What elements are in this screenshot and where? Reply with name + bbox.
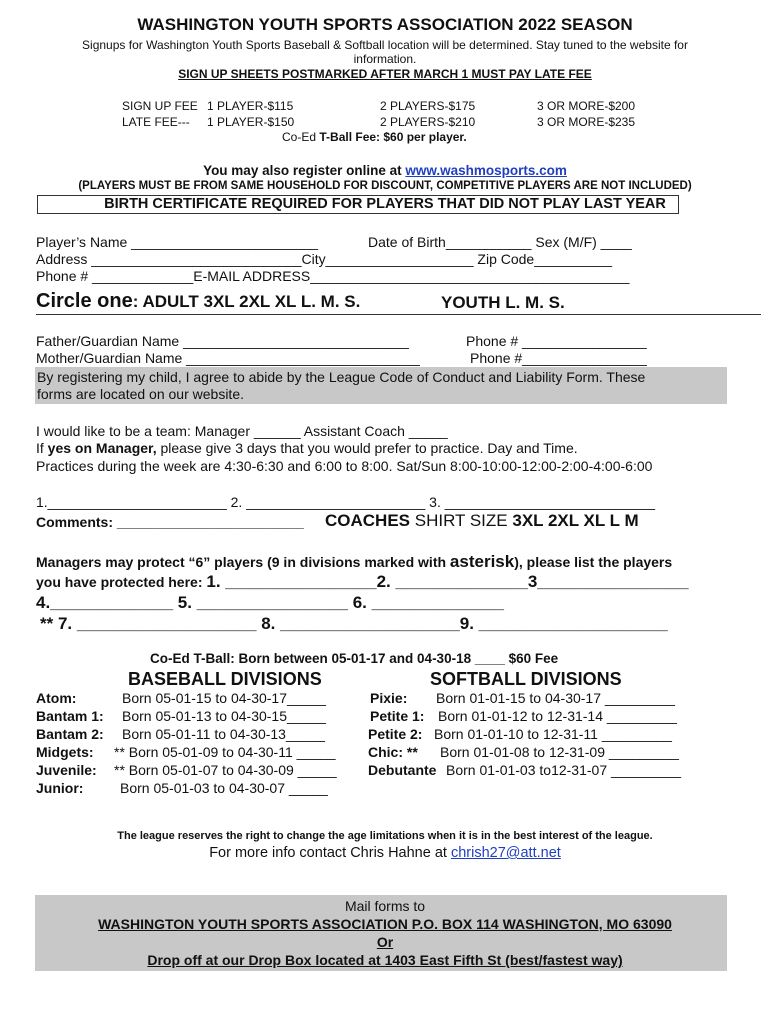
baseball-heading: BASEBALL DIVISIONS xyxy=(128,669,322,689)
baseball-division-midgets[interactable] xyxy=(36,744,336,760)
division-range: Born 01-01-08 to 12-31-09 _________ xyxy=(440,744,679,760)
division-label: Bantam 2: xyxy=(36,726,104,742)
website-link[interactable]: www.washmosports.com xyxy=(405,163,567,178)
softball-division-petite1[interactable] xyxy=(370,708,677,724)
softball-division-pixie[interactable] xyxy=(370,690,675,706)
protect-slots-1-3[interactable]: 1. ________________2. ______________3________________ xyxy=(206,572,689,591)
tball-fee-amount: T-Ball Fee: $60 per player. xyxy=(319,130,467,144)
size-selection xyxy=(36,290,360,313)
if-yes-rest: please give 3 days that you would prefer to practice. Day and Time. xyxy=(156,440,578,456)
late-fee-2: 2 PLAYERS-$210 xyxy=(380,115,476,129)
agreement-line2: forms are located on our website. xyxy=(37,386,244,402)
mother-name-field[interactable]: Mother/Guardian Name ______________________________ xyxy=(36,350,420,366)
division-label: Junior: xyxy=(36,780,84,796)
contact-line xyxy=(0,845,770,861)
baseball-division-juvenile[interactable] xyxy=(36,762,337,778)
division-range: Born 01-01-15 to 04-30-17 _________ xyxy=(436,690,675,706)
baseball-division-bantam2[interactable] xyxy=(36,726,325,742)
if-yes-prefix: If xyxy=(36,440,48,456)
circle-one-label: Circle one xyxy=(36,290,133,312)
online-registration xyxy=(0,163,770,178)
discount-note: (PLAYERS MUST BE FROM SAME HOUSEHOLD FOR DISCOUNT, COMPETITIVE PLAYERS ARE NOT INCLUDED) xyxy=(78,180,692,192)
tball-division[interactable]: Co-Ed T-Ball: Born between 05-01-17 and 04-30-18 ____ $60 Fee xyxy=(150,651,559,666)
page-title: WASHINGTON YOUTH SPORTS ASSOCIATION 2022 SEASON xyxy=(137,15,633,34)
or-label: Or xyxy=(376,934,394,950)
baseball-division-bantam1[interactable] xyxy=(36,708,326,724)
division-range: Born 01-01-03 to12-31-07 _________ xyxy=(446,762,682,778)
if-yes-manager xyxy=(36,440,578,456)
age-limit-note: The league reserves the right to change the age limitations when it is in the best interest of the league. xyxy=(117,830,653,842)
late-fee-label: LATE FEE--- xyxy=(122,115,190,129)
division-label: Juvenile: xyxy=(36,762,97,778)
phone-email-field[interactable]: Phone # _____________E-MAIL ADDRESS_________________________________________ xyxy=(36,268,630,284)
signup-fee-3: 3 OR MORE-$200 xyxy=(537,99,636,113)
if-yes-bold: yes on Manager, xyxy=(47,440,157,456)
division-label: Bantam 1: xyxy=(36,708,104,724)
division-range: Born 01-01-12 to 12-31-14 _________ xyxy=(438,708,677,724)
adult-sizes[interactable]: : ADULT 3XL 2XL XL L. M. S. xyxy=(132,292,361,311)
father-phone-field[interactable]: Phone # ________________ xyxy=(466,333,647,349)
late-fee-3: 3 OR MORE-$235 xyxy=(537,115,636,129)
division-label: Midgets: xyxy=(36,744,94,760)
protect-line1 xyxy=(36,552,672,572)
division-range: Born 05-01-15 to 04-30-17_____ xyxy=(122,690,326,706)
contact-email-link[interactable]: chrish27@att.net xyxy=(450,845,561,861)
father-name-field[interactable]: Father/Guardian Name _____________________________ xyxy=(36,333,409,349)
dob-sex-field[interactable]: Date of Birth___________ Sex (M/F) ____ xyxy=(368,234,632,250)
coaches-shirt-size[interactable] xyxy=(325,511,639,531)
protect-line2-label: you have protected here: xyxy=(36,574,207,590)
shirt-size-label: SHIRT SIZE xyxy=(410,511,513,530)
protect-slots-7-9[interactable]: ** 7. ___________________ 8. ___________________9. ____________________ xyxy=(40,614,668,633)
mail-forms-label: Mail forms to xyxy=(344,898,426,914)
subtitle-line1: Signups for Washington Youth Sports Baseball & Softball location will be determined. Stay tuned to the website for xyxy=(82,38,688,52)
comments-field[interactable]: Comments: ________________________ xyxy=(36,514,304,530)
baseball-division-atom[interactable] xyxy=(36,690,326,706)
softball-division-chic[interactable] xyxy=(368,744,679,760)
practice-times: Practices during the week are 4:30-6:30 and 6:00 to 8:00. Sat/Sun 8:00-10:00-12:00-2:00-4:00-6:00 xyxy=(36,458,653,474)
division-range: Born 05-01-13 to 04-30-15_____ xyxy=(122,708,326,724)
mailing-address: WASHINGTON YOUTH SPORTS ASSOCIATION P.O. BOX 114 WASHINGTON, MO 63090 xyxy=(98,916,672,932)
division-label: Debutante xyxy=(368,762,437,778)
protect-slots-4-6[interactable]: 4._____________ 5. ________________ 6. ______________ xyxy=(36,593,504,612)
practice-days-fields[interactable]: 1._______________________ 2. _______________________ 3. ___________________________ xyxy=(36,494,655,510)
division-range: Born 05-01-11 to 04-30-13_____ xyxy=(122,726,325,742)
protect-text-b: ), please list the players xyxy=(514,554,673,570)
player-name-field[interactable]: Player’s Name ________________________ xyxy=(36,234,319,250)
division-label: Pixie: xyxy=(370,690,408,706)
softball-division-debutante[interactable] xyxy=(368,762,681,778)
softball-heading: SOFTBALL DIVISIONS xyxy=(430,669,622,689)
tball-fee xyxy=(282,130,467,144)
youth-sizes[interactable]: YOUTH L. M. S. xyxy=(441,293,565,312)
softball-division-petite2[interactable] xyxy=(368,726,672,742)
address-field[interactable]: Address ___________________________City___________________ Zip Code__________ xyxy=(36,251,613,267)
dropbox-location: Drop off at our Drop Box located at 1403 East Fifth St (best/fastest way) xyxy=(147,952,623,968)
online-text: You may also register online at xyxy=(203,163,406,178)
division-label: Chic: ** xyxy=(368,744,418,760)
division-range: ** Born 05-01-09 to 04-30-11 _____ xyxy=(114,744,336,760)
signup-fee-2: 2 PLAYERS-$175 xyxy=(380,99,476,113)
division-range: Born 01-01-10 to 12-31-11 _________ xyxy=(434,726,672,742)
signup-fee-1: 1 PLAYER-$115 xyxy=(207,99,294,113)
asterisk-word: asterisk xyxy=(449,552,515,571)
late-fee-notice: SIGN UP SHEETS POSTMARKED AFTER MARCH 1 MUST PAY LATE FEE xyxy=(178,67,592,81)
late-fee-1: 1 PLAYER-$150 xyxy=(207,115,295,129)
coaches-label: COACHES xyxy=(325,511,411,530)
size-divider xyxy=(36,314,761,315)
tball-fee-prefix: Co-Ed xyxy=(282,130,320,144)
manager-coach-field[interactable]: I would like to be a team: Manager ______ Assistant Coach _____ xyxy=(36,423,448,439)
division-label: Atom: xyxy=(36,690,77,706)
mother-phone-field[interactable]: Phone #________________ xyxy=(470,350,647,366)
division-range: Born 05-01-03 to 04-30-07 _____ xyxy=(120,780,328,796)
division-label: Petite 2: xyxy=(368,726,423,742)
signup-fee-label: SIGN UP FEE xyxy=(122,99,198,113)
division-label: Petite 1: xyxy=(370,708,425,724)
contact-text: For more info contact Chris Hahne at xyxy=(209,845,451,861)
protect-text-a: Managers may protect “6” players (9 in divisions marked with xyxy=(36,554,450,570)
protect-line2[interactable] xyxy=(36,572,689,592)
subtitle-line2: information. xyxy=(353,52,417,66)
agreement-line1: By registering my child, I agree to abide by the League Code of Conduct and Liability Form. These xyxy=(37,369,646,385)
baseball-division-junior[interactable] xyxy=(36,780,328,796)
division-range: ** Born 05-01-07 to 04-30-09 _____ xyxy=(114,762,337,778)
birth-cert-notice: BIRTH CERTIFICATE REQUIRED FOR PLAYERS THAT DID NOT PLAY LAST YEAR xyxy=(104,196,666,212)
coaches-sizes: 3XL 2XL XL L M xyxy=(512,511,639,530)
